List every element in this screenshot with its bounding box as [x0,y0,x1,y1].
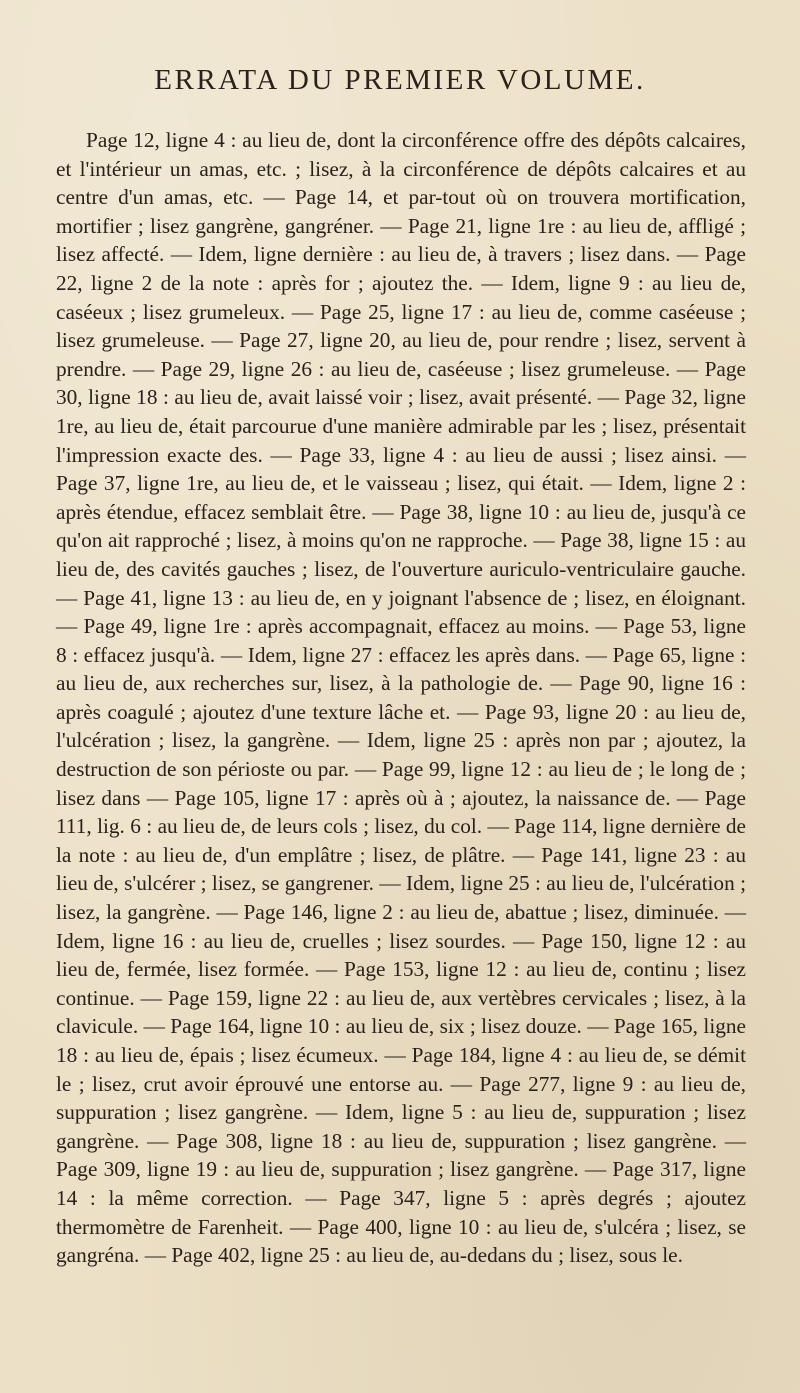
errata-text: Page 12, ligne 4 : au lieu de, dont la circonférence offre des dépôts calcaires, et l'intérieur un amas, etc. ; lisez, à la circonférence de dépôts calcaires et au centre d'un amas, etc. — Page 14, et par-tout où on trouvera mortification, mortifier ; lisez gangrène, gangréner. — Page 21, ligne 1re : au lieu de, affligé ; lisez affecté. — Idem, ligne dernière : au lieu de, à travers ; lisez dans. — Page 22, ligne 2 de la note : après for ; ajoutez the. — Idem, ligne 9 : au lieu de, caséeux ; lisez grumeleux. — Page 25, ligne 17 : au lieu de, comme caséeuse ; lisez grumeleuse. — Page 27, ligne 20, au lieu de, pour rendre ; lisez, servent à prendre. — Page 29, ligne 26 : au lieu de, caséeuse ; lisez grumeleuse. — Page 30, ligne 18 : au lieu de, avait laissé voir ; lisez, avait présenté. — Page 32, ligne 1re, au lieu de, était parcourue d'une manière admirable par les ; lisez, présentait l'impression exacte des. — Page 33, ligne 4 : au lieu de aussi ; lisez ainsi. — Page 37, ligne 1re, au lieu de, et le vaisseau ; lisez, qui était. — Idem, ligne 2 : après étendue, effacez semblait être. — Page 38, ligne 10 : au lieu de, jusqu'à ce qu'on ait rapproché ; lisez, à moins qu'on ne rapproche. — Page 38, ligne 15 : au lieu de, des cavités gauches ; lisez, de l'ouverture auriculo-ventriculaire gauche. — Page 41, ligne 13 : au lieu de, en y joignant l'absence de ; lisez, en éloignant. — Page 49, ligne 1re : après accompagnait, effacez au moins. — Page 53, ligne 8 : effacez jusqu'à. — Idem, ligne 27 : effacez les après dans. — Page 65, ligne : au lieu de, aux recherches sur, lisez, à la pathologie de. — Page 90, ligne 16 : après coagulé ; ajoutez d'une texture lâche et. — Page 93, ligne 20 : au lieu de, l'ulcération ; lisez, la gangrène. — Idem, ligne 25 : après non par ; ajoutez, la destruction de son périoste ou par. — Page 99, ligne 12 : au lieu de ; le long de ; lisez dans — Page 105, ligne 17 : après où à ; ajoutez, la naissance de. — Page 111, lig. 6 : au lieu de, de leurs cols ; lisez, du col. — Page 114, ligne dernière de la note : au lieu de, d'un emplâtre ; lisez, de plâtre. — Page 141, ligne 23 : au lieu de, s'ulcérer ; lisez, se gangrener. — Idem, ligne 25 : au lieu de, l'ulcération ; lisez, la gangrène. — Page 146, ligne 2 : au lieu de, abattue ; lisez, diminuée. — Idem, ligne 16 : au lieu de, cruelles ; lisez sourdes. — Page 150, ligne 12 : au lieu de, fermée, lisez formée. — Page 153, ligne 12 : au lieu de, continu ; lisez continue. — Page 159, ligne 22 : au lieu de, aux vertèbres cervicales ; lisez, à la clavicule. — Page 164, ligne 10 : au lieu de, six ; lisez douze. — Page 165, ligne 18 : au lieu de, épais ; lisez écumeux. — Page 184, ligne 4 : au lieu de, se démit le ; lisez, crut avoir éprouvé une entorse au. — Page 277, ligne 9 : au lieu de, suppuration ; lisez gangrène. — Idem, ligne 5 : au lieu de, suppuration ; lisez gangrène. — Page 308, ligne 18 : au lieu de, suppuration ; lisez gangrène. — Page 309, ligne 19 : au lieu de, suppuration ; lisez gangrène. — Page 317, ligne 14 : la même correction. — Page 347, ligne 5 : après degrés ; ajoutez thermomètre de Farenheit. — Page 400, ligne 10 : au lieu de, s'ulcéra ; lisez, se gangréna. — Page 402, ligne 25 : au lieu de, au-dedans du ; lisez, sous le. [56,128,746,1268]
page-title: ERRATA DU PREMIER VOLUME. [154,64,646,96]
